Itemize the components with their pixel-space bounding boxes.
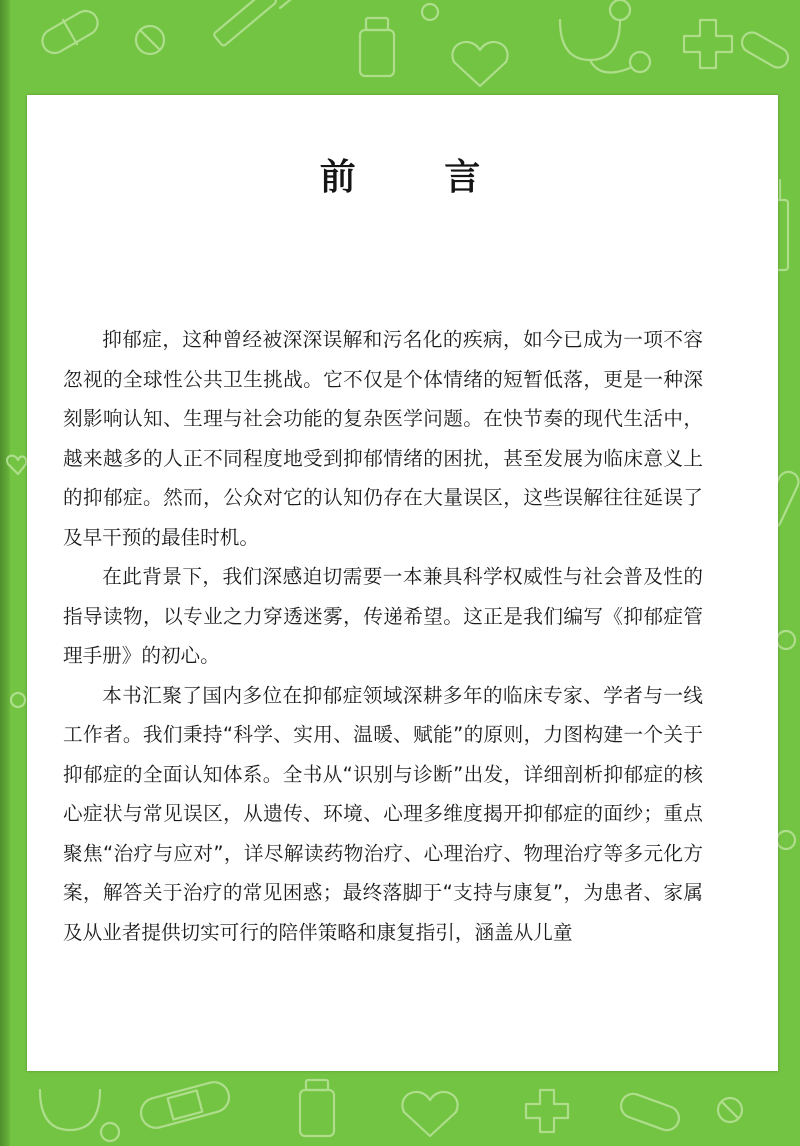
medicine-bottle-icon — [300, 1080, 334, 1136]
capsule-icon — [618, 1090, 683, 1133]
medical-cross-icon — [526, 1090, 568, 1132]
paragraph: 在此背景下，我们深感迫切需要一本兼具科学权威性与社会普及性的指导读物，以专业之力穿透迷雾，传递希望。这正是我们编写《抑郁症管理手册》的初心。 — [63, 565, 703, 667]
pill-icon — [777, 631, 795, 849]
pill-icon — [11, 693, 25, 707]
heart-icon — [452, 42, 507, 86]
heart-icon — [402, 1092, 457, 1136]
preface-body — [63, 320, 703, 952]
capsule-icon — [738, 29, 791, 71]
capsule-icon — [38, 7, 102, 58]
paragraph: 抑郁症，这种曾经被深深误解和污名化的疾病，如今已成为一项不容忽视的全球性公共卫生挑战。它不仅是个体情绪的短暂低落，更是一种深刻影响认知、生理与社会功能的复杂医学问题。在快节奏的现代生活中，越来越多的人正不同程度地受到抑郁情绪的困扰，甚至发展为临床意义上的抑郁症。然而，公众对它的认知仍存在大量误区，这些误解往往延误了及早干预的最佳时机。 — [63, 328, 703, 549]
stethoscope-icon — [560, 20, 650, 73]
medicine-bottle-icon — [360, 18, 394, 76]
pill-icon — [136, 26, 164, 54]
heart-icon — [7, 456, 26, 474]
page-title: 前 言 — [319, 157, 519, 198]
paragraph: 本书汇聚了国内多位在抑郁症领域深耕多年的临床专家、学者与一线工作者。我们秉持“科学、实用、温暖、赋能”的原则，力图构建一个关于抑郁症的全面认知体系。全书从“识别与诊断”出发，详细剖析抑郁症的核心症状与常见误区，从遗传、环境、心理多维度揭开抑郁症的面纱；重点聚焦“治疗与应对”，详尽解读药物治疗、心理治疗、物理治疗等多元化方案，解答关于治疗的常见困惑；最终落脚于“支持与康复”，为患者、家属及从业者提供切实可行的陪伴策略和康复指引，涵盖从儿童 — [63, 683, 703, 944]
syringe-icon — [213, 0, 300, 47]
pill-icon — [422, 0, 630, 20]
medical-cross-icon — [684, 20, 732, 68]
pill-icon — [718, 1098, 742, 1122]
stethoscope-icon — [40, 1090, 119, 1141]
bandage-icon — [138, 1079, 233, 1131]
